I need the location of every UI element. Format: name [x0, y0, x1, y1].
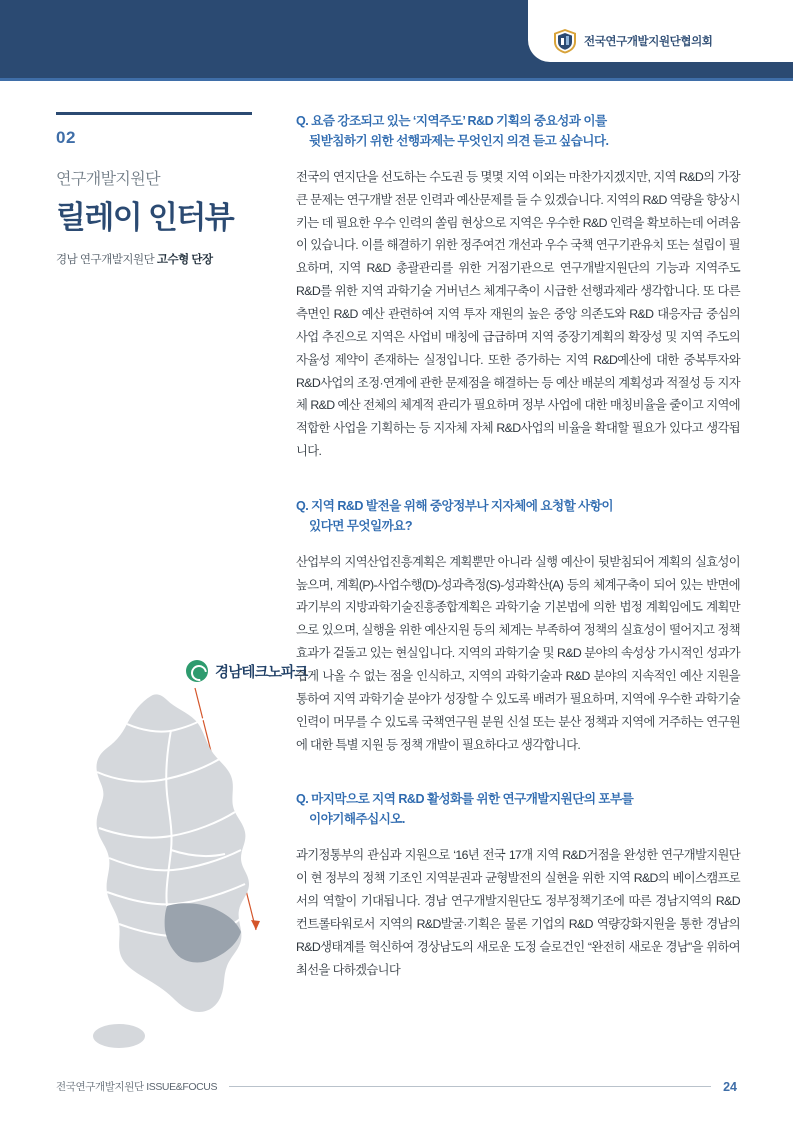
- byline: [56, 251, 256, 267]
- qa-block-1: [296, 112, 740, 463]
- shield-emblem-icon: [552, 28, 578, 54]
- section-number: 02: [56, 128, 76, 147]
- section-intro: [56, 112, 256, 267]
- answer-1: 전국의 연지단을 선도하는 수도권 등 몇몇 지역 이외는 마찬가지겠지만, 지역 R&D의 가장 큰 문제는 연구개발 전문 인력과 예산문제를 들 수 있겠습니다. 지역의 R&D 역량을 향상시키는 데 필요한 우수 인력의 쏠림 현상으로 지역은 우수한 R&D 인력을 확보하는데 어려움이 있습니다. 이를 해결하기 위한 정주여건 개선과 우수 국책 연구기관유치 또는 설립이 필요하며, 지역 R&D 총괄관리를 위한 거점기관으로 연구개발지원단의 기능과 지역주도 R&D를 위한 지역 과학기술 거버넌스 체계구축이 시급한 선행과제라 생각합니다. 또 다른 측면인 R&D 예산 관련하여 지역 투자 재원의 높은 중앙 의존도와 R&D 대응자금 중심의 사업 추진으로 지역은 사업비 매칭에 급급하며 지역 중장기계획의 확장성 및 지역 주도의 자율성 제약이 존재하는 실정입니다. 또한 증가하는 지역 R&D예산에 대한 중복투자와 R&D사업의 조정·연계에 관한 문제점을 해결하는 등 예산 배분의 계획성과 적절성 등 지자체 R&D 예산 전체의 체계적 관리가 필요하며 정부 사업에 대한 매칭비율을 줄이고 지역에 적합한 사업을 기획하는 등 지자체 자체 R&D사업의 비율을 확대할 필요가 있다고 생각됩니다.: [296, 169, 740, 459]
- question-1-line1: 요즘 강조되고 있는 ‘지역주도’ R&D 기획의 중요성과 이를: [311, 114, 607, 128]
- page-title: 릴레이 인터뷰: [56, 200, 234, 235]
- question-marker-1: Q.: [296, 114, 309, 128]
- page-footer: [56, 1079, 737, 1094]
- korea-map-icon: [55, 690, 285, 1060]
- answer-3: 과기정통부의 관심과 지원으로 ‘16년 전국 17개 지역 R&D거점을 완성한 연구개발지원단이 현 정부의 정책 기조인 지역분권과 균형발전의 실현을 위한 지역 R&D의 베이스캠프로서의 역할이 기대됩니다. 경남 연구개발지원단도 정부정책기조에 따른 경남지역의 R&D 컨트롤타워로서 지역의 R&D발굴·기획은 물론 기업의 R&D 역량강화지원을 통한 경남의 R&D생태계를 혁신하여 경상남도의 새로운 도정 슬로건인 “완전히 새로운 경남”을 위하여 최선을 다하겠습니다: [296, 848, 740, 977]
- page-number: 24: [723, 1079, 737, 1094]
- gntp-swirl-icon: [186, 660, 208, 682]
- byline-name: 고수형 단장: [156, 254, 213, 266]
- question-marker-2: Q.: [296, 498, 309, 513]
- question-3: [296, 790, 740, 830]
- question-1-line2: 뒷받침하기 위한 선행과제는 무엇인지 의견 듣고 싶습니다.: [309, 133, 609, 148]
- footer-divider: [229, 1086, 711, 1087]
- question-marker-3: Q.: [296, 792, 309, 807]
- partner-logo-label: 경남테크노파크: [215, 664, 308, 681]
- question-3-line2: 이야기해주십시오.: [309, 812, 405, 827]
- section-divider: [56, 112, 252, 115]
- question-2-line1: 지역 R&D 발전을 위해 중앙정부나 지자체에 요청할 사항이: [311, 498, 613, 513]
- answer-2: 산업부의 지역산업진흥계획은 계획뿐만 아니라 실행 예산이 뒷받침되어 계획의 실효성이 높으며, 계획(P)-사업수행(D)-성과측정(S)-성과확산(A) 등의 체계구축이 되어 있는 반면에 과기부의 지방과학기술진흥종합계획은 과학기술 기본법에 의한 법정 계획임에도 계획만으로 있으며, 실행을 위한 예산지원 등의 체계는 부족하여 정책의 실효성이 떨어지고 정책 효과가 겉돌고 있는 현실입니다. 지역의 과학기술 및 R&D 분야의 속성상 가시적인 성과가 쉽게 나올 수 없는 점을 인식하고, 지역의 과학기술과 R&D 분야의 지속적인 예산 지원을 통하여 지역 과학기술 분야가 성장할 수 있도록 배려가 필요하며, 지역에 우수한 과학기술 인력이 머무를 수 있도록 국책연구원 분원 신설 또는 분산 정책과 지역에 거주하는 연구원에 대한 특별 지원 등 정책 개발이 필요하다고 생각합니다.: [296, 554, 740, 752]
- header-logo: [552, 28, 713, 54]
- page-header: [0, 0, 793, 78]
- question-1: [296, 112, 740, 152]
- byline-affiliation: 경남 연구개발지원단: [56, 254, 157, 266]
- partner-logo: [186, 660, 307, 682]
- qa-block-2: [296, 497, 740, 757]
- question-2: [296, 497, 740, 537]
- article-body: [296, 112, 740, 1015]
- question-3-line1: 마지막으로 지역 R&D 활성화를 위한 연구개발지원단의 포부를: [311, 792, 634, 807]
- header-org-name: 전국연구개발지원단협의회: [584, 36, 713, 48]
- question-2-line2: 있다면 무엇일까요?: [309, 518, 413, 533]
- header-underline: [0, 78, 793, 81]
- section-subtitle: 연구개발지원단: [56, 171, 160, 188]
- qa-block-3: [296, 790, 740, 981]
- footer-publication: 전국연구개발지원단 ISSUE&FOCUS: [56, 1081, 218, 1093]
